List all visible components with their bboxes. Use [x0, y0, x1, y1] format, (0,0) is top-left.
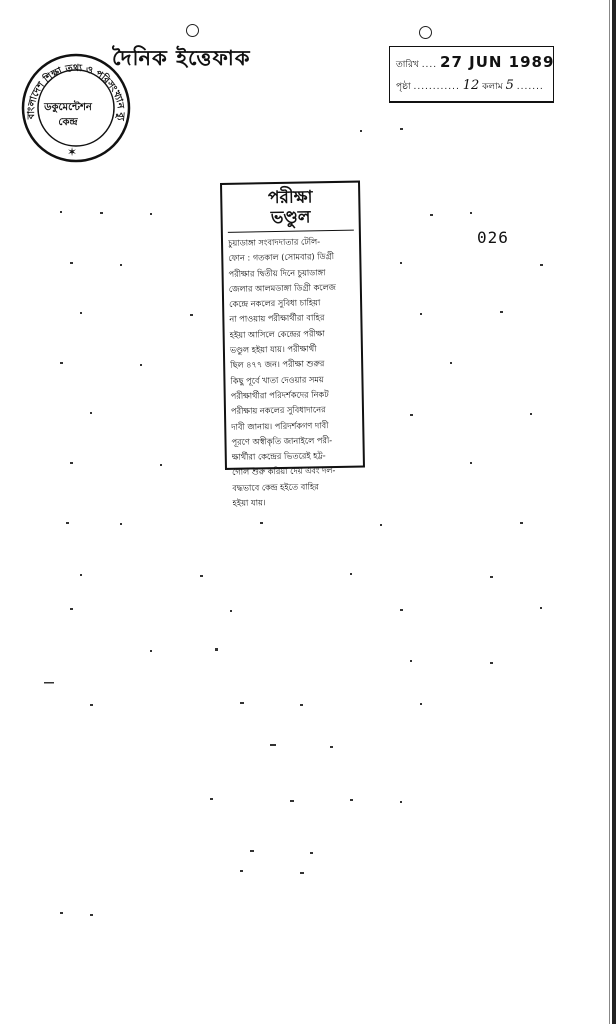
clipping-body-line: দাবী জানায়। পরিদর্শকগণ দাবী	[231, 419, 329, 432]
scan-edge	[612, 0, 616, 1024]
clipping-body-line: হইয়া যায়।	[232, 497, 266, 508]
clipping-body-line: কেন্দ্রে নকলের সুবিধা চাহিয়া	[229, 297, 321, 310]
punch-hole-mark	[186, 24, 199, 37]
clipping-rule	[228, 230, 354, 233]
clipping-body-line: বদ্ধভাবে কেন্দ্র হইতে বাহির	[232, 481, 319, 493]
clipping-body-line: পরীক্ষার দ্বিতীয় দিনে চুয়াডাঙ্গা	[228, 266, 326, 279]
clipping-body-line: না পাওয়ায় পরীক্ষার্থীরা বাহির	[229, 312, 325, 325]
scan-edge-line	[609, 0, 610, 1024]
clipping-body-line: পরীক্ষায় নকলের সুবিধাদানের	[230, 404, 326, 417]
clipping-headline	[227, 187, 354, 229]
clipping-body-line: পরীক্ষার্থীরা পরিদর্শকদের নিকট	[230, 389, 329, 401]
clipping-body-line: ছিল ৪৭৭ জন। পরীক্ষা শুরুর	[230, 358, 325, 371]
stamp-center-text	[38, 100, 98, 130]
svg-text:✶: ✶	[67, 145, 78, 159]
clipping-headline-line1: পরীক্ষা	[267, 187, 313, 209]
svg-text:বাংলাদেশ শিক্ষা তথ্য ও পরিসংখ্: বাংলাদেশ শিক্ষা তথ্য ও পরিসংখ্যান ব্যু	[25, 62, 127, 121]
page-value: 12	[462, 78, 480, 93]
page-row: পৃষ্ঠা ............ 12 কলাম 5 .......	[396, 78, 544, 93]
clipping-body-line: জেলার আলমডাঙ্গা ডিগ্রী কলেজ	[228, 281, 337, 294]
clipping-body-line: কিছু পূর্বে খাতা দেওয়ার সময়	[230, 373, 324, 386]
clipping-body-line: ক্ষার্থীরা কেন্দ্রের ভিতরেই হট্ট-	[231, 450, 326, 462]
date-label: তারিখ	[396, 60, 419, 70]
date-row: তারিখ .... 27 JUN 1989	[396, 53, 555, 71]
page-label: পৃষ্ঠা	[396, 82, 411, 92]
clipping-body-line: চুয়াডাঙ্গা সংবাদদাতার টেলি-	[227, 236, 321, 248]
date-page-box	[389, 46, 554, 103]
newspaper-clipping	[220, 181, 365, 508]
clipping-body-line: হইয়া আসিলে কেন্দ্রের পরীক্ষা	[229, 327, 325, 340]
punch-hole-mark	[419, 26, 432, 39]
clipping-body-line: গোল শুরু করিয়া দেয় এবং দল-	[231, 465, 336, 478]
clipping-body	[228, 234, 359, 512]
clipping-headline-line2: ভণ্ডুল	[270, 207, 311, 229]
stamp-center-line1: ডকুমেন্টেশন	[44, 102, 92, 113]
clipping-body-line: ভণ্ডুল হইয়া যায়। পরীক্ষার্থী	[229, 343, 317, 355]
stamp-center-line2: কেন্দ্র	[58, 117, 78, 128]
column-label: কলাম	[482, 82, 503, 92]
newspaper-name: দৈনিক ইত্তেফাক	[112, 45, 251, 70]
date-value: 27 JUN 1989	[440, 53, 555, 71]
clipping-body-line: পূরণে অস্বীকৃতি জানাইলে পরী-	[231, 434, 333, 447]
column-value: 5	[505, 78, 514, 93]
clipping-body-line: ফোন : গতকাল (সোমবার) ডিগ্রী	[228, 251, 335, 264]
document-code: 026	[477, 228, 509, 247]
